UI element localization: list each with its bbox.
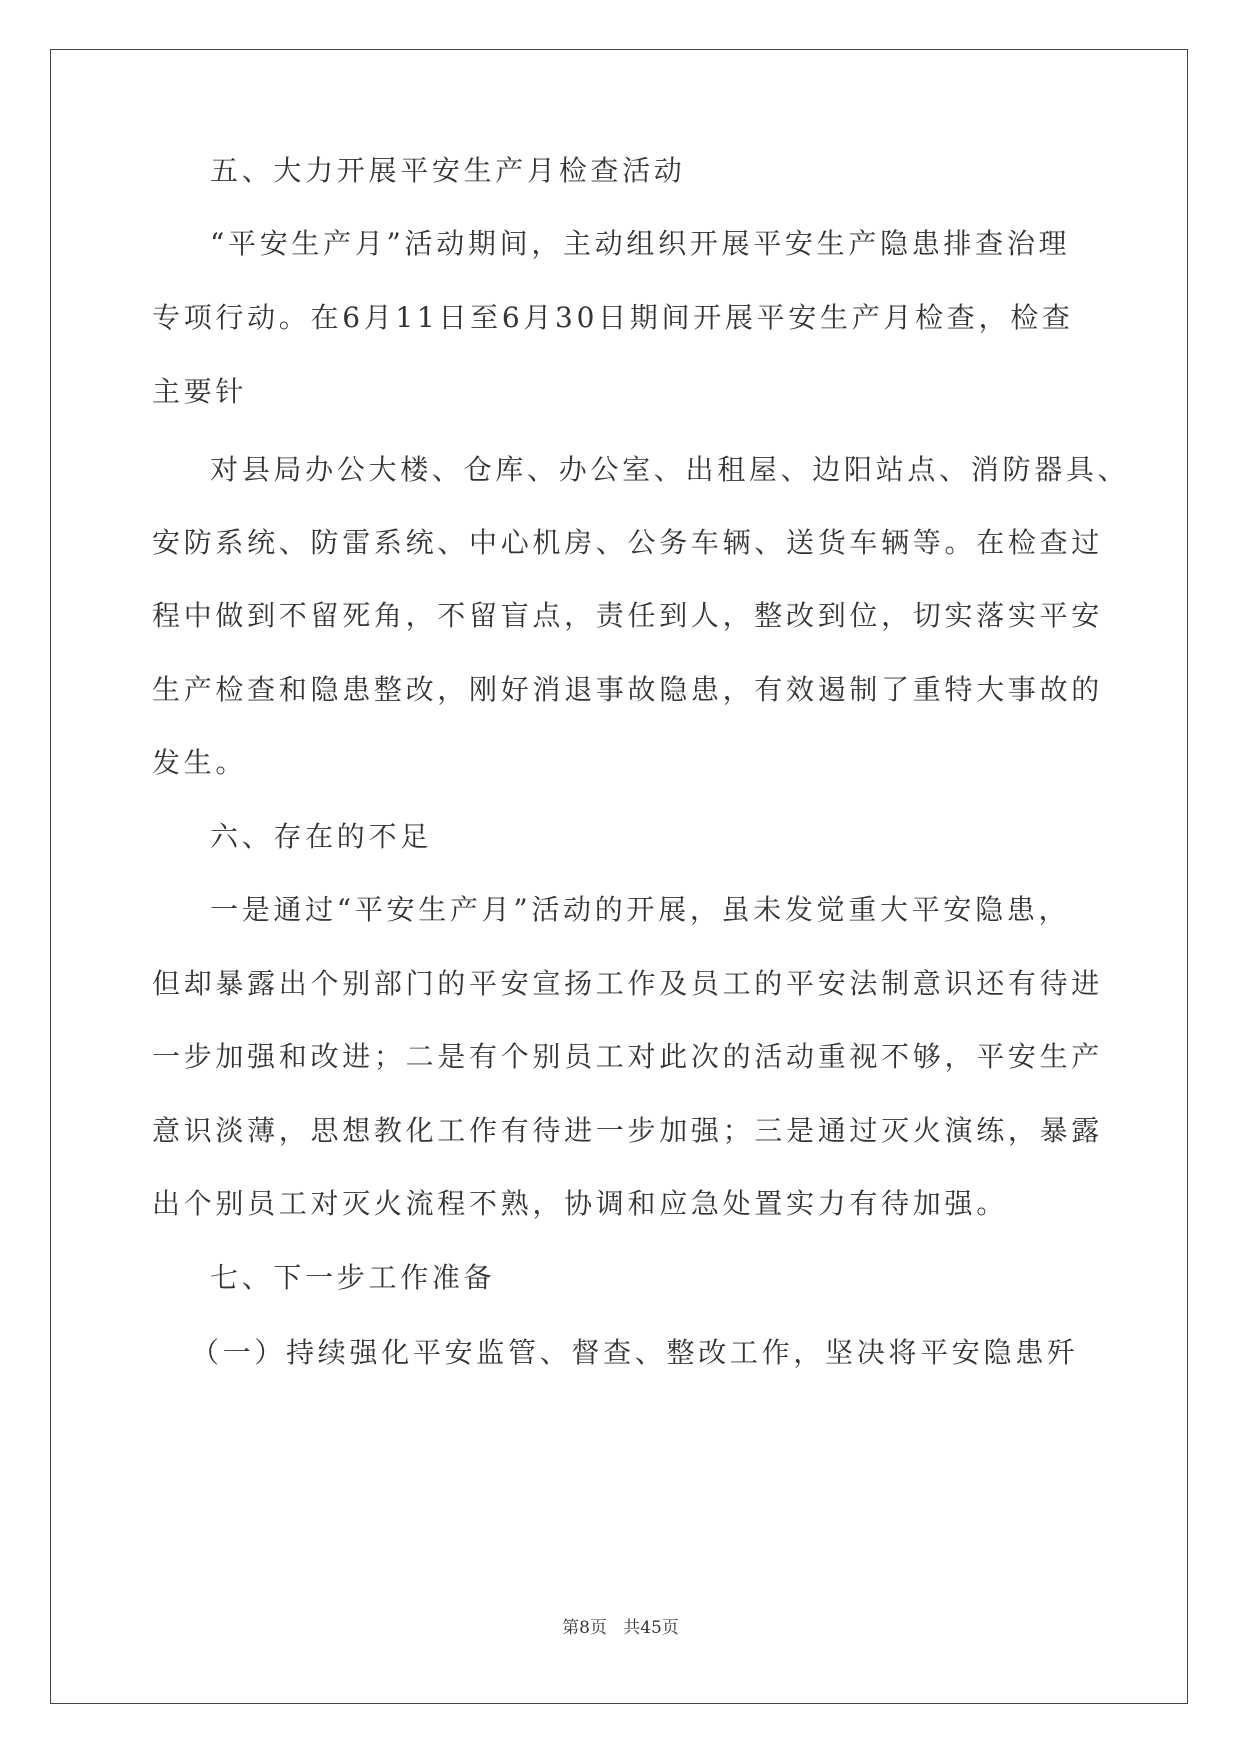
heading-section-6: 六、存在的不足 (210, 820, 432, 853)
paragraph-line: 发生。 (152, 746, 248, 779)
page-border (50, 49, 1188, 1704)
paragraph-line: 但却暴露出个别部门的平安宣扬工作及员工的平安法制意识还有待进 (152, 967, 1104, 1000)
paragraph-line: 主要针 (152, 375, 248, 408)
paragraph-line: 生产检查和隐患整改，刚好消退事故隐患，有效遏制了重特大事故的 (152, 673, 1104, 706)
page-total: 共45页 (623, 1618, 679, 1638)
page-footer (0, 1616, 1241, 1640)
paragraph-line: 安防系统、防雷系统、中心机房、公务车辆、送货车辆等。在检查过 (152, 526, 1104, 559)
heading-section-7: 七、下一步工作准备 (210, 1261, 496, 1294)
paragraph-line: 意识淡薄，思想教化工作有待进一步加强；三是通过灭火演练，暴露 (152, 1114, 1104, 1147)
paragraph-line: 一步加强和改进；二是有个别员工对此次的活动重视不够，平安生产 (152, 1040, 1104, 1073)
paragraph-line: “平安生产月”活动期间，主动组织开展平安生产隐患排查治理 (210, 227, 1071, 260)
paragraph-line: （一）持续强化平安监管、督查、整改工作，坚决将平安隐患歼 (191, 1336, 1079, 1369)
paragraph-line: 一是通过“平安生产月”活动的开展，虽未发觉重大平安隐患， (210, 893, 1071, 926)
paragraph-line: 对县局办公大楼、仓库、办公室、出租屋、边阳站点、消防器具、 (210, 453, 1130, 486)
paragraph-line: 出个别员工对灭火流程不熟，协调和应急处置实力有待加强。 (152, 1187, 1008, 1220)
heading-section-5: 五、大力开展平安生产月检查活动 (210, 154, 686, 187)
paragraph-line: 专项行动。在6月11日至6月30日期间开展平安生产月检查，检查 (152, 301, 1074, 334)
page-number: 第8页 (562, 1618, 607, 1638)
paragraph-line: 程中做到不留死角，不留盲点，责任到人，整改到位，切实落实平安 (152, 599, 1104, 632)
